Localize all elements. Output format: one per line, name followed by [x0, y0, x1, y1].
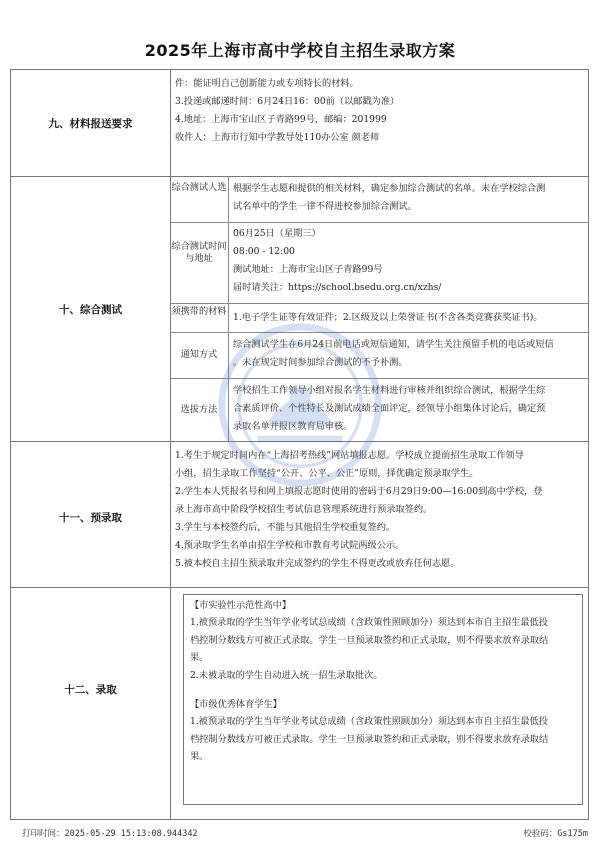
row-label: 选拔方法	[180, 404, 218, 415]
category-tag: 【市级优秀体育学生】	[190, 699, 282, 710]
text-line: 06月25日（星期三）	[233, 228, 321, 239]
section-12-box	[183, 594, 583, 805]
text-line: 1.被预录取的学生当年学业考试总成绩（含政策性照顾加分）须达到本市自主招生最低投	[190, 617, 548, 628]
section-11-label: 十一、预录取	[59, 512, 122, 524]
text-line: 学校招生工作领导小组对报名学生材料进行审核并组织综合测试，根据学生综	[233, 385, 546, 396]
row-content	[233, 180, 585, 216]
text-line: 4.地址：上海市宝山区子青路99号，邮编：201999	[175, 114, 387, 125]
text-line: 4.预录取学生名单由招生学校和市教育考试院两级公示。	[175, 540, 405, 551]
checksum: 校验码：Gs175m	[523, 829, 588, 839]
section-9-label: 九、材料报送要求	[48, 118, 133, 130]
text-line: 1.被预录取的学生当年学业考试总成绩（含政策性照顾加分）须达到本市自主招生最低投	[190, 716, 548, 727]
section-12-label: 十二、录取	[64, 684, 117, 696]
text-line: 合素质评价、个性特长及测试成绩全面评定，经领导小组集体讨论后，确定预	[233, 403, 546, 414]
row-label: 须携带的材料	[171, 306, 227, 317]
text-line: 件：能证明自己创新能力或专项特长的材料。	[175, 78, 359, 89]
text-line: 录取名单并报区教育局审核。	[233, 421, 353, 432]
text-line: 5.被本校自主招生预录取并完成签约的学生不得更改或放弃任何志愿。	[175, 558, 460, 569]
text-line: 录上海市高中阶段学校招生考试信息管理系统进行预录取签约。	[175, 504, 433, 515]
row-content	[233, 225, 585, 297]
text-line: 小组，招生录取工作坚持“公开、公平、公正”原则，择优确定预录取学生。	[175, 468, 479, 479]
text-line: 3.学生与本校签约后，不能与其他招生学校重复签约。	[175, 522, 396, 533]
row-label: 通知方式	[180, 349, 218, 360]
text-line: 1.考生于规定时间内在“上海招考热线”网站填报志愿。学校成立提前招生录取工作领导	[175, 450, 524, 461]
text-line: 3.投递或邮递时间：6月24日16：00前（以邮戳为准）	[175, 96, 400, 107]
text-line: 测试地址：上海市宝山区子青路99号	[233, 264, 383, 275]
text-line: 收件人：上海市行知中学教导处110办公室 颜老师	[175, 132, 380, 143]
page-title: 2025年上海市高中学校自主招生录取方案	[144, 41, 456, 60]
text-line: 综合测试学生在6月24日前电话或短信通知，请学生关注预留手机的电话或短信	[233, 339, 554, 350]
row-label: 综合测试时间与地址	[171, 241, 227, 264]
divider	[11, 587, 588, 588]
text-line: 根据学生志愿和提供的相关材料，确定参加综合测试的名单。未在学校综合测	[233, 183, 546, 194]
text-line: 1.电子学生证等有效证件；2.区级及以上荣誉证书(不含各类竞赛获奖证书)。	[233, 312, 543, 323]
text-line: 2.未被录取的学生自动进入统一招生录取批次。	[190, 669, 383, 681]
school-emblem-icon	[215, 320, 385, 490]
divider	[11, 176, 588, 177]
text-line: 果。	[190, 652, 209, 663]
text-line: 试名单中的学生一律不得进校参加综合测试。	[233, 201, 417, 212]
section-10-label: 十、综合测试	[59, 304, 122, 316]
row-label: 综合测试人选	[171, 182, 227, 193]
category-tag: 【市实验性示范性高中】	[190, 600, 292, 611]
text-line: 届时请关注：https://school.bsedu.org.cn/xzhs/	[233, 282, 442, 293]
text-line: 档控制分数线方可被正式录取。学生一旦预录取签约和正式录取，则不得要求放弃录取结	[190, 733, 549, 745]
text-line: 。未在规定时间参加综合测试的不予补测。	[233, 357, 408, 368]
text-line: 08:00 - 12:00	[233, 246, 295, 257]
text-line: 2.学生本人凭报名号和网上填报志愿时使用的密码于6月29日9:00—16:00到高中学校，登	[175, 486, 543, 497]
sub-divider	[171, 222, 588, 223]
text-line: 果。	[190, 751, 209, 762]
print-time: 打印时间：2025-05-29 15:13:08.944342	[22, 829, 198, 839]
section-12-content	[190, 597, 578, 766]
sub-divider	[171, 303, 588, 304]
section-9-content	[175, 75, 585, 147]
text-line: 档控制分数线方可被正式录取。学生一旦预录取签约和正式录取，则不得要求放弃录取结	[190, 634, 549, 646]
